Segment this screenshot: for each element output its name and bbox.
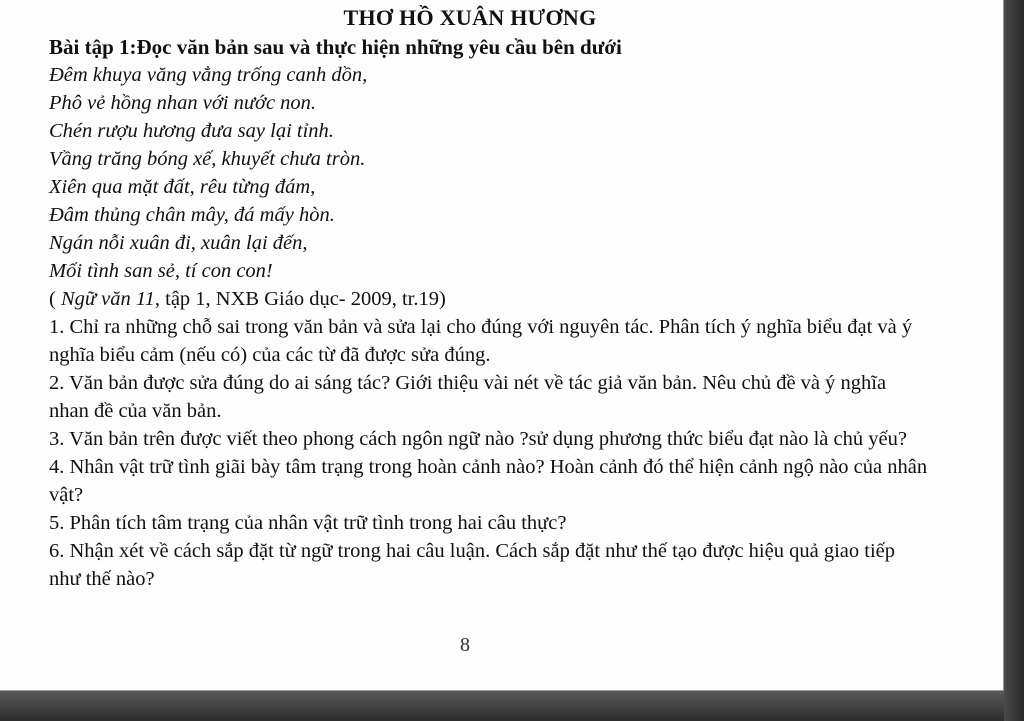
poem-line: Ngán nỗi xuân đi, xuân lại đến, bbox=[49, 232, 308, 254]
poem bbox=[49, 61, 367, 285]
source-open: ( bbox=[49, 288, 61, 310]
poem-line: Mối tình san sẻ, tí con con! bbox=[49, 260, 273, 282]
poem-line: Vầng trăng bóng xế, khuyết chưa tròn. bbox=[49, 148, 366, 170]
poem-line: Xiên qua mặt đất, rêu từng đám, bbox=[49, 176, 316, 198]
question-item: 3. Văn bản trên được viết theo phong cách ngôn ngữ nào ?sử dụng phương thức biểu đạt nào là chủ yếu? bbox=[49, 428, 907, 450]
question-item: 5. Phân tích tâm trạng của nhân vật trữ tình trong hai câu thực? bbox=[49, 512, 567, 534]
source-rest: , tập 1, NXB Giáo dục- 2009, tr.19) bbox=[154, 288, 446, 310]
viewer-background-right bbox=[1004, 0, 1024, 721]
source-citation bbox=[49, 285, 446, 313]
viewer-background-bottom bbox=[0, 691, 1004, 721]
poem-line: Chén rượu hương đưa say lại tỉnh. bbox=[49, 120, 334, 142]
poem-line: Đâm thủng chân mây, đá mấy hòn. bbox=[49, 204, 335, 226]
question-item: 1. Chỉ ra những chỗ sai trong văn bản và sửa lại cho đúng với nguyên tác. Phân tích ý nghĩa biểu đạt và ý nghĩa biểu cảm (nếu có) của các từ đã được sửa đúng. bbox=[49, 316, 913, 366]
question-item: 2. Văn bản được sửa đúng do ai sáng tác? Giới thiệu vài nét về tác giả văn bản. Nêu chủ đề và ý nghĩa nhan đề của văn bản. bbox=[49, 372, 887, 422]
question-list bbox=[49, 313, 929, 593]
page-number: 8 bbox=[460, 634, 470, 656]
source-book: Ngữ văn 11 bbox=[60, 288, 155, 310]
poem-line: Đêm khuya văng vẳng trống canh dồn, bbox=[49, 64, 368, 86]
question-item: 6. Nhận xét về cách sắp đặt từ ngữ trong hai câu luận. Cách sắp đặt như thế tạo được hiệu quả giao tiếp như thế nào? bbox=[49, 540, 895, 590]
question-item: 4. Nhân vật trữ tình giãi bày tâm trạng trong hoàn cảnh nào? Hoàn cảnh đó thể hiện cảnh ngộ nào của nhân vật? bbox=[49, 456, 928, 506]
exercise-heading: Bài tập 1:Đọc văn bản sau và thực hiện những yêu cầu bên dưới bbox=[49, 35, 622, 59]
poem-line: Phô vẻ hồng nhan với nước non. bbox=[49, 92, 317, 114]
document-title: THƠ HỒ XUÂN HƯƠNG bbox=[343, 5, 597, 30]
